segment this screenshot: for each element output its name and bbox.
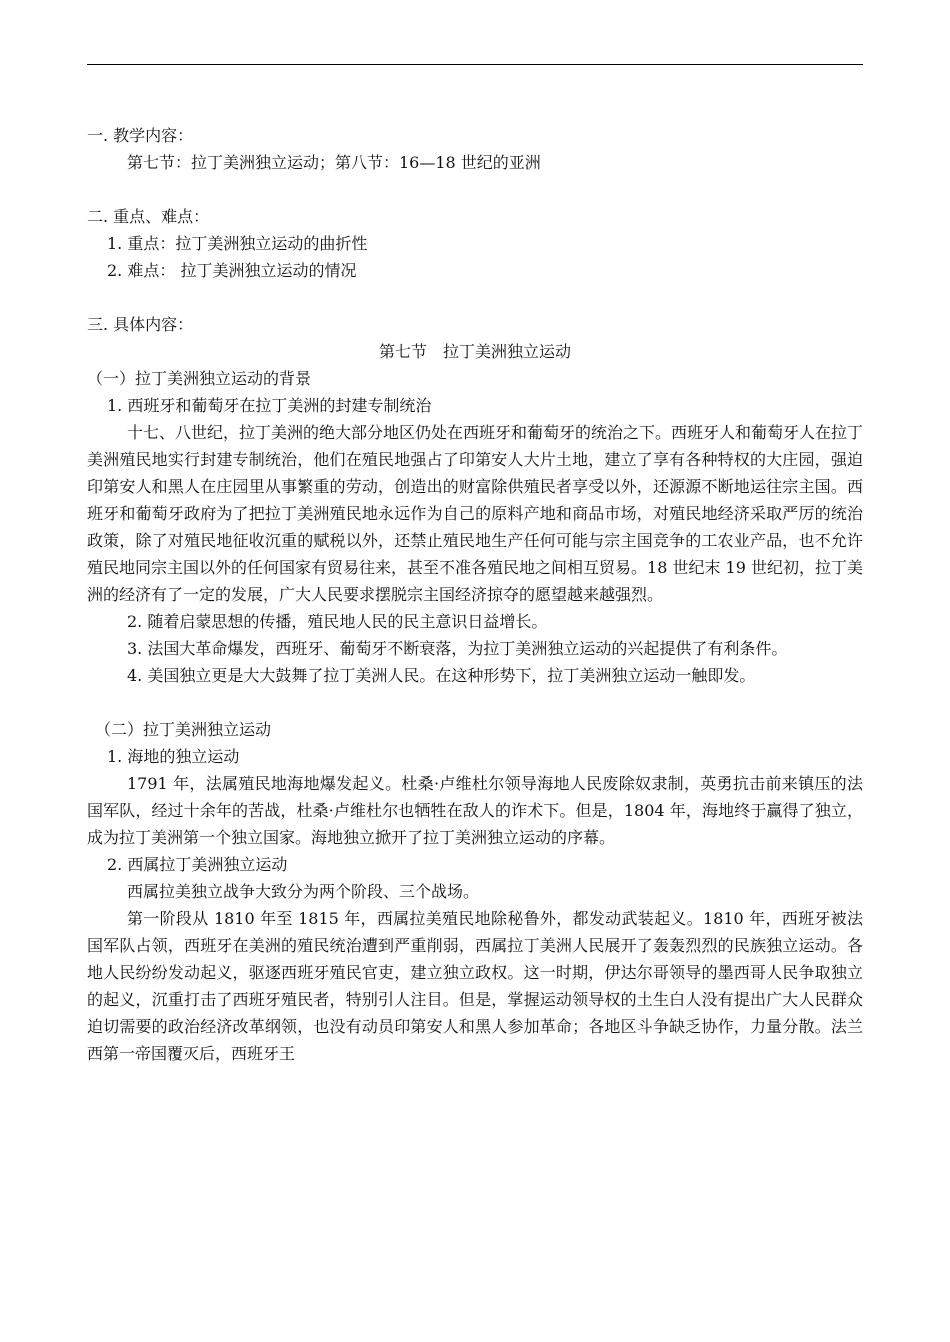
section-1-content: 第七节：拉丁美洲独立运动；第八节：16—18 世纪的亚洲 (127, 153, 541, 172)
list-item: 3. 法国大革命爆发，西班牙、葡萄牙不断衰落，为拉丁美洲独立运动的兴起提供了有利条件。 (127, 639, 788, 658)
list-item: 2. 西属拉丁美洲独立运动 (107, 855, 288, 874)
list-item: 1. 西班牙和葡萄牙在拉丁美洲的封建专制统治 (107, 396, 432, 415)
subsection-heading-1: （一）拉丁美洲独立运动的背景 (87, 369, 312, 388)
paragraph: 西属拉美独立战争大致分为两个阶段、三个战场。 (127, 882, 480, 901)
subsection-heading-2: （二）拉丁美洲独立运动 (95, 720, 272, 739)
section-heading-1: 一. 教学内容： (87, 126, 194, 145)
key-point-item: 1. 重点：拉丁美洲独立运动的曲折性 (107, 234, 368, 253)
header-rule (87, 64, 863, 65)
difficult-point-item: 2. 难点： 拉丁美洲独立运动的情况 (107, 261, 357, 280)
list-item: 1. 海地的独立运动 (107, 747, 240, 766)
paragraph: 1791 年，法属殖民地海地爆发起义。杜桑·卢维杜尔领导海地人民废除奴隶制，英勇抗击前来镇压的法国军队，经过十余年的苦战，杜桑·卢维杜尔也牺牲在敌人的诈术下。但是，1804 年，海地终于赢得了独立，成为拉丁美洲第一个独立国家。海地独立掀开了拉丁美洲独立运动的序幕。 (87, 774, 863, 847)
document-body (87, 122, 863, 1067)
spacer (87, 176, 863, 203)
chapter-title: 第七节 拉丁美洲独立运动 (378, 342, 571, 361)
section-heading-2: 二. 重点、难点： (87, 207, 210, 226)
section-heading-3: 三. 具体内容： (87, 315, 194, 334)
spacer (87, 689, 863, 716)
paragraph: 第一阶段从 1810 年至 1815 年，西属拉美殖民地除秘鲁外，都发动武装起义。1810 年，西班牙被法国军队占领，西班牙在美洲的殖民统治遭到严重削弱，西属拉丁美洲人民展开了轰轰烈烈的民族独立运动。各地人民纷纷发动起义，驱逐西班牙殖民官吏，建立独立政权。这一时期，伊达尔哥领导的墨西哥人民争取独立的起义，沉重打击了西班牙殖民者，特别引人注目。但是，掌握运动领导权的土生白人没有提出广大人民群众迫切需要的政治经济改革纲领，也没有动员印第安人和黑人参加革命；各地区斗争缺乏协作，力量分散。法兰西第一帝国覆灭后，西班牙王 (87, 909, 863, 1063)
list-item: 2. 随着启蒙思想的传播，殖民地人民的民主意识日益增长。 (127, 612, 548, 631)
spacer (87, 284, 863, 311)
paragraph: 十七、八世纪，拉丁美洲的绝大部分地区仍处在西班牙和葡萄牙的统治之下。西班牙人和葡萄牙人在拉丁美洲殖民地实行封建专制统治，他们在殖民地强占了印第安人大片土地，建立了享有各种特权的大庄园，强迫印第安人和黑人在庄园里从事繁重的劳动，创造出的财富除供殖民者享受以外，还源源不断地运往宗主国。西班牙和葡萄牙政府为了把拉丁美洲殖民地永远作为自己的原料产地和商品市场，对殖民地经济采取严厉的统治政策，除了对殖民地征收沉重的赋税以外，还禁止殖民地生产任何可能与宗主国竞争的工农业产品，也不允许殖民地同宗主国以外的任何国家有贸易往来，甚至不准各殖民地之间相互贸易。18 世纪末 19 世纪初，拉丁美洲的经济有了一定的发展，广大人民要求摆脱宗主国经济掠夺的愿望越来越强烈。 (87, 423, 864, 604)
list-item: 4. 美国独立更是大大鼓舞了拉丁美洲人民。在这种形势下，拉丁美洲独立运动一触即发。 (127, 666, 756, 685)
